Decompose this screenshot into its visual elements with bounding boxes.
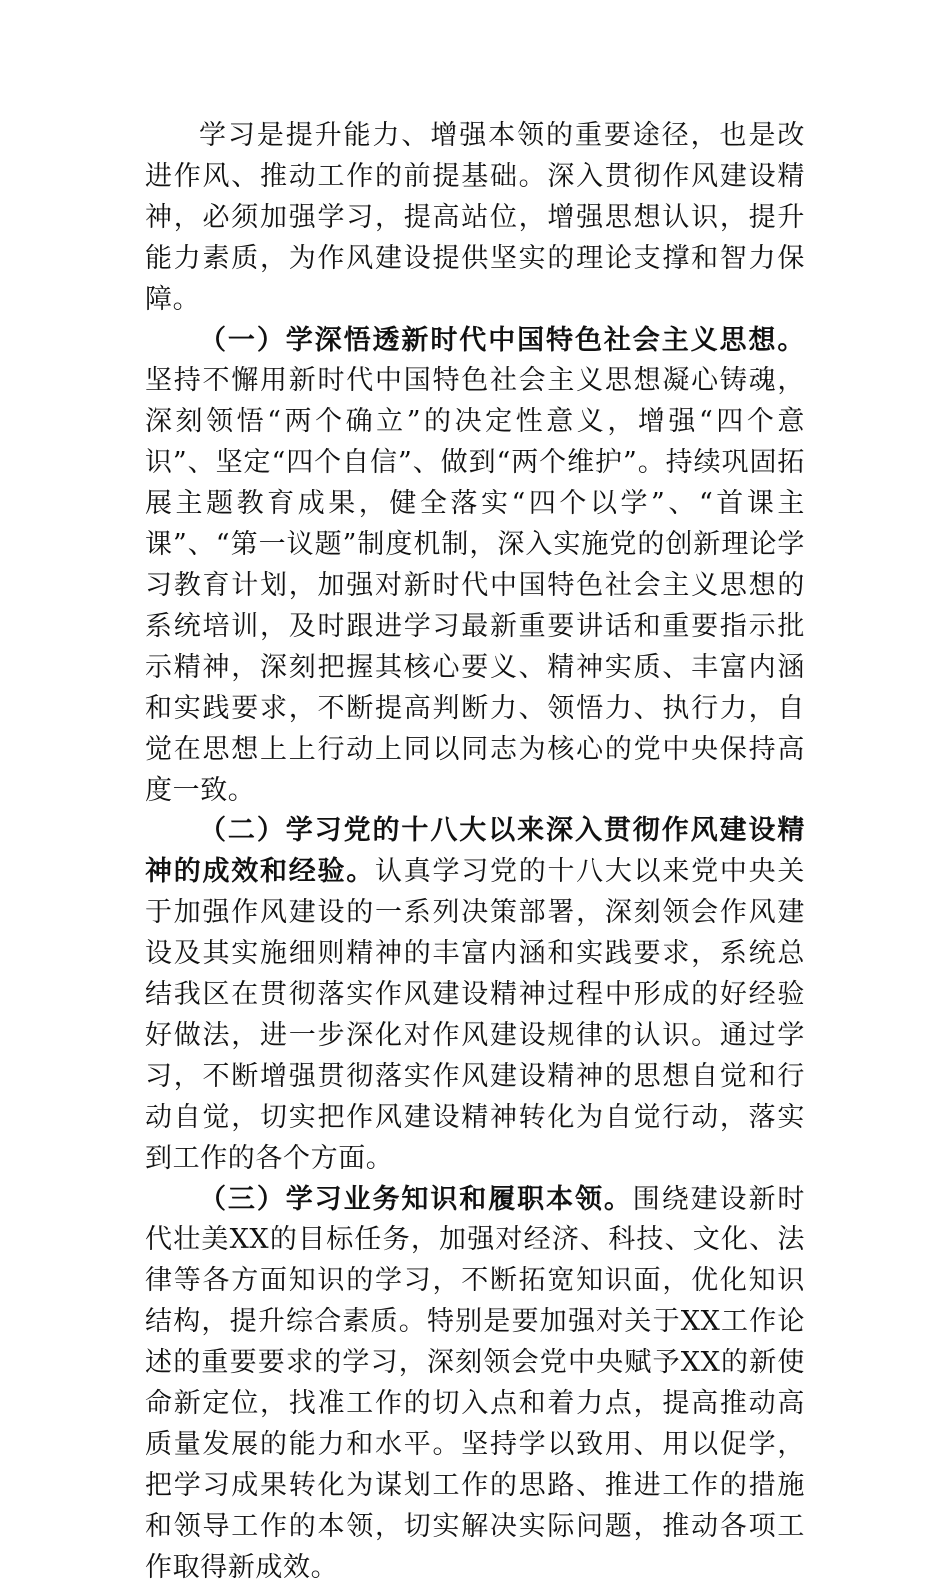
section-1-body: 坚持不懈用新时代中国特色社会主义思想凝心铸魂，深刻领悟“两个确立”的决定性意义，增强“四个意识”、坚定“四个自信”、做到“两个维护”。持续巩固拓展主题教育成果，健全落实“四个以学”、“首课主课”、“第一议题”制度机制，深入实施党的创新理论学习教育计划，加强对新时代中国特色社会主义思想的系统培训，及时跟进学习最新重要讲话和重要指示批示精神，深刻把握其核心要义、精神实质、丰富内涵和实践要求，不断提高判断力、领悟力、执行力，自觉在思想上上行动上同以同志为核心的党中央保持高度一致。 bbox=[145, 365, 805, 806]
section-2-body: 认真学习党的十八大以来党中央关于加强作风建设的一系列决策部署，深刻领会作风建设及其实施细则精神的丰富内涵和实践要求，系统总结我区在贯彻落实作风建设精神过程中形成的好经验好做法，进一步深化对作风建设规律的认识。通过学习，不断增强贯彻落实作风建设精神的思想自觉和行动自觉，切实把作风建设精神转化为自觉行动，落实到工作的各个方面。 bbox=[145, 856, 805, 1174]
section-1-heading: （一）学深悟透新时代中国特色社会主义思想。 bbox=[199, 324, 805, 356]
section-3-heading: （三）学习业务知识和履职本领。 bbox=[199, 1183, 633, 1215]
section-3-paragraph bbox=[145, 1180, 805, 1589]
section-1-paragraph bbox=[145, 321, 805, 812]
intro-paragraph: 学习是提升能力、增强本领的重要途径，也是改进作风、推动工作的前提基础。深入贯彻作风建设精神，必须加强学习，提高站位，增强思想认识，提升能力素质，为作风建设提供坚实的理论支撑和智力保障。 bbox=[145, 120, 805, 315]
document-page bbox=[145, 116, 805, 1589]
section-2-heading: （二）学习党的十八大以来深入贯彻作风建设精神的成效和经验。 bbox=[145, 815, 805, 888]
section-3-body: 围绕建设新时代壮美XX的目标任务，加强对经济、科技、文化、法律等各方面知识的学习，不断拓宽知识面，优化知识结构，提升综合素质。特别是要加强对关于XX工作论述的重要要求的学习，深刻领会党中央赋予XX的新使命新定位，找准工作的切入点和着力点，提高推动高质量发展的能力和水平。坚持学以致用、用以促学，把学习成果转化为谋划工作的思路、推进工作的措施和领导工作的本领，切实解决实际问题，推动各项工作取得新成效。 bbox=[145, 1183, 805, 1583]
section-2-paragraph bbox=[145, 811, 805, 1179]
